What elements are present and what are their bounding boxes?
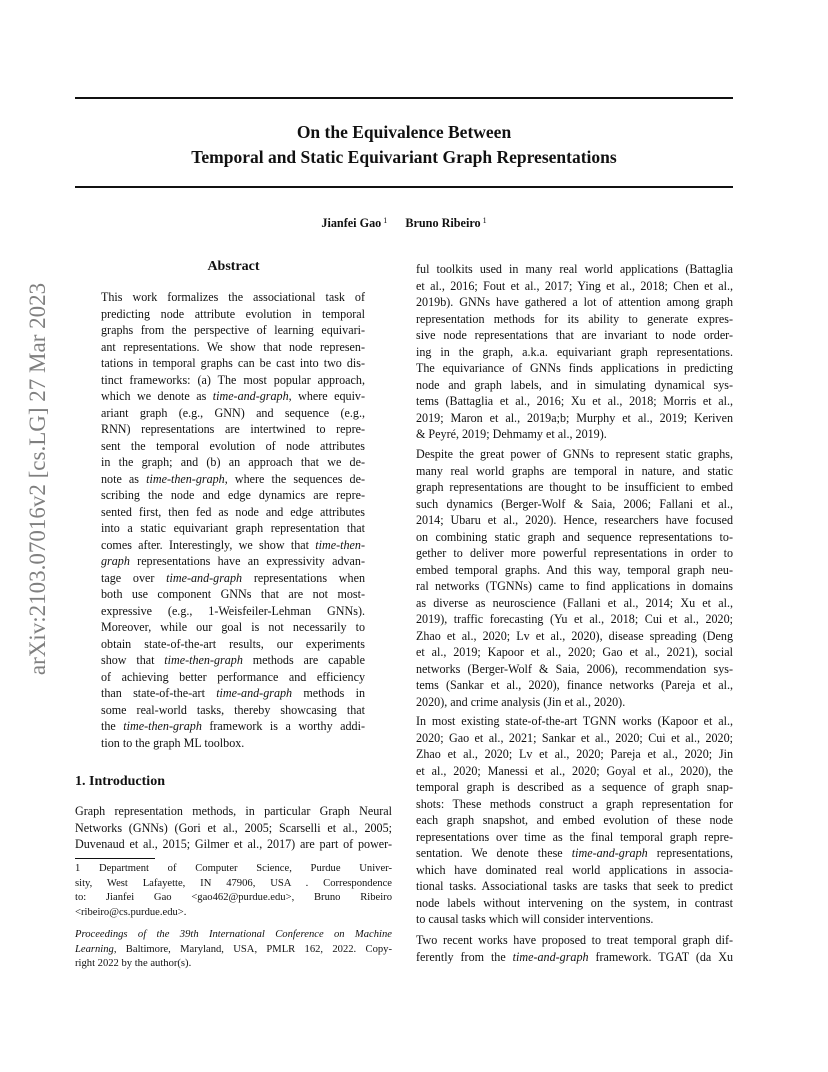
text-line: Zhao et al., 2020; Lv et al., 2020), disease spreading (Deng [416, 628, 733, 643]
text-line: in the graph; and (b) an approach that we de- [101, 455, 365, 469]
text-line: predicting node attribute evolution in temporal [101, 306, 365, 321]
text-line: ariant graph (e.g., GNN) and sequence (e.g., [101, 405, 365, 420]
text-line: tion to the graph ML toolbox. [101, 735, 245, 750]
footnote-rule [75, 858, 155, 859]
text-line: note as time-then-graph, where the sequences de- [101, 471, 365, 486]
text-line: This work formalizes the associational task of [101, 290, 365, 304]
text-line: Despite the great power of GNNs to represent static graphs, [416, 447, 733, 461]
text-line: graph representations have an expressivity advan- [101, 554, 365, 568]
text-line: ful toolkits used in many real world applications (Battaglia [416, 262, 733, 276]
text-line: Moreover, while our goal is not necessarily to [101, 620, 365, 634]
text-line: sentation. We denote these time-and-graph representations, [416, 846, 733, 860]
text-line: the time-then-graph framework is a worthy addi- [101, 719, 365, 733]
title-top-rule [75, 97, 733, 99]
text-line: & Peyré, 2019; Dehmamy et al., 2019). [416, 427, 607, 441]
text-line: temporal graph is described as a sequence of graph snap- [416, 780, 733, 794]
text-line: on combining static graph and sequence representations to- [416, 529, 733, 544]
text-line: sent the temporal evolution of node attributes [101, 438, 365, 453]
text-line: some real-world tasks, thereby showcasing that [101, 702, 365, 717]
text-line: of achieving better performance and efficiency [101, 669, 365, 684]
text-line: comes after. Interestingly, we show that time-then- [101, 537, 365, 552]
text-line: 2019), traffic forecasting (Yu et al., 2018; Cui et al., 2020; [416, 612, 733, 626]
text-line: 2020; Gao et al., 2021; Sankar et al., 2020; Cui et al., 2020; [416, 730, 733, 745]
text-line: tems (Battaglia et al., 2016; Xu et al., 2018; Morris et al., [416, 394, 733, 408]
text-line: which we denote as time-and-graph, where equiv- [101, 389, 365, 403]
abstract-heading: Abstract [207, 259, 260, 274]
text-line: The equivariance of GNNs finds applications in predicting [416, 361, 733, 375]
text-line: sity, West Lafayette, IN 47906, USA . Correspondence [75, 877, 392, 889]
text-line: ant representations. We show that node represen- [101, 339, 365, 354]
text-line: node labels without intervening on the system, in contrast [416, 895, 733, 910]
text-line: to causal tasks which will consider interventions. [416, 912, 654, 926]
text-line: such dynamics (Berger-Wolf & Saia, 2006; Fallani et al., [416, 496, 733, 511]
text-line: into a static equivariant graph representation that [101, 521, 365, 535]
text-line: scribing the node and edge dynamics are repre- [101, 488, 365, 502]
text-line: each graph snapshot, and embed evolution of these node [416, 813, 733, 827]
text-line: representations over time as the final temporal graph repre- [416, 829, 733, 844]
text-line: many real world graphs are temporal in nature, and static [416, 463, 733, 478]
text-line: et al., 2020; Manessi et al., 2020; Goyal et al., 2020), the [416, 763, 733, 778]
text-line: Zhao et al., 2020; Lv et al., 2020; Pareja et al., 2020; Jin [416, 747, 733, 761]
text-line: sive node representations that are invariant to node order- [416, 328, 733, 342]
text-line: tage over time-and-graph representations when [101, 570, 365, 585]
text-line: expressive (e.g., 1-Weisfeiler-Lehman GNNs). [101, 603, 365, 618]
text-line: 2020), and crime analysis (Jin et al., 2020). [416, 694, 626, 709]
title-line-1: On the Equivalence Between [296, 122, 512, 142]
proceedings-note [75, 928, 392, 972]
text-line: than state-of-the-art time-and-graph methods in [101, 686, 366, 700]
text-line: Duvenaud et al., 2015; Gilmer et al., 2017) are part of power- [75, 837, 392, 851]
text-line: node and graph labels, and in simulating dynamical sys- [416, 377, 733, 392]
text-line: gether to deliver more powerful representations in order to [416, 546, 733, 560]
text-line: right 2022 by the author(s). [75, 958, 192, 969]
text-line: tinct frameworks: (a) The most popular approach, [101, 372, 365, 387]
text-line: ral networks (TGNNs) came to find applications in domains [416, 579, 733, 593]
text-line: obtain state-of-the-art results, our experiments [101, 636, 365, 651]
title-line-2: Temporal and Static Equivariant Graph Representations [191, 147, 617, 167]
text-line: <ribeiro@cs.purdue.edu>. [75, 906, 187, 918]
affiliation-footnote [75, 862, 392, 920]
title-bottom-rule [75, 186, 733, 188]
text-line: shots: These methods construct a graph representation for [416, 796, 733, 811]
text-line: et al., 2019; Kapoor et al., 2020; Gao et al., 2021), social [416, 645, 733, 659]
text-line: ferently from the time-and-graph framework. TGAT (da Xu [416, 949, 733, 964]
body-paragraph [416, 713, 733, 928]
text-line: tems (Sankar et al., 2020), finance networks (Pareja et al., [416, 678, 733, 692]
text-line: show that time-then-graph methods are capable [101, 653, 365, 667]
text-line: graphs from the perspective of learning equivari- [101, 323, 365, 337]
paper-title [75, 120, 733, 170]
text-line: In most existing state-of-the-art TGNN works (Kapoor et al., [416, 714, 733, 728]
text-line: et al., 2016; Fout et al., 2017; Ying et al., 2018; Chen et al., [416, 278, 733, 293]
text-line: Networks (GNNs) (Gori et al., 2005; Scarselli et al., 2005; [75, 820, 392, 835]
text-line: tations in temporal graphs can be cast into two dis- [101, 356, 365, 370]
text-line: representation methods for its ability to generate expres- [416, 311, 733, 326]
body-paragraph [416, 446, 733, 710]
body-paragraph [416, 932, 733, 965]
text-line: RNN) representations are intertwined to repre- [101, 422, 365, 436]
introduction-body [75, 803, 392, 853]
text-line: sented first, then fed as node and edge attributes [101, 504, 365, 519]
text-line: networks (Berger-Wolf & Saia, 2006), recommendation sys- [416, 661, 733, 676]
author-name: Jianfei Gao [321, 216, 382, 230]
author-affiliation-mark: 1 [383, 216, 388, 225]
text-line: tional tasks. Associational tasks are tasks that seek to predict [416, 879, 733, 893]
text-line: Learning, Baltimore, Maryland, USA, PMLR 162, 2022. Copy- [75, 943, 392, 955]
author-name: Bruno Ribeiro [405, 216, 481, 230]
text-line: both use component GNNs that are not most- [101, 587, 365, 601]
text-line: Two recent works have proposed to treat temporal graph dif- [416, 933, 733, 947]
text-line: graph representations are thought to be insufficient to embed [416, 480, 733, 494]
author-affiliation-mark: 1 [482, 216, 487, 225]
text-line: Graph representation methods, in particular Graph Neural [75, 804, 392, 818]
text-line: to: Jianfei Gao <gao462@purdue.edu>, Bruno Ribeiro [75, 892, 392, 903]
text-line: 2019; Maron et al., 2019a;b; Murphy et al., 2019; Keriven [416, 410, 733, 425]
arxiv-identifier: arXiv:2103.07016v2 [cs.LG] 27 Mar 2023 [25, 282, 50, 676]
text-line: ing in the graph, a.k.a. equivariant graph representations. [416, 344, 733, 359]
body-paragraph [416, 261, 733, 443]
text-line: Proceedings of the 39th International Conference on Machine [75, 929, 392, 940]
abstract-body [101, 289, 365, 751]
text-line: 1 Department of Computer Science, Purdue Univer- [75, 863, 392, 874]
introduction-heading: 1. Introduction [75, 774, 165, 789]
text-line: 2014; Ubaru et al., 2020). Hence, researchers have focused [416, 513, 733, 527]
author-list [75, 216, 733, 231]
text-line: embed temporal graphs. And this way, temporal graph neu- [416, 562, 733, 577]
text-line: which have dominated real world applications in associa- [416, 862, 733, 877]
text-line: 2019b). GNNs have gathered a lot of attention among graph [416, 295, 733, 309]
text-line: as diverse as neuroscience (Fallani et al., 2014; Xu et al., [416, 595, 733, 610]
